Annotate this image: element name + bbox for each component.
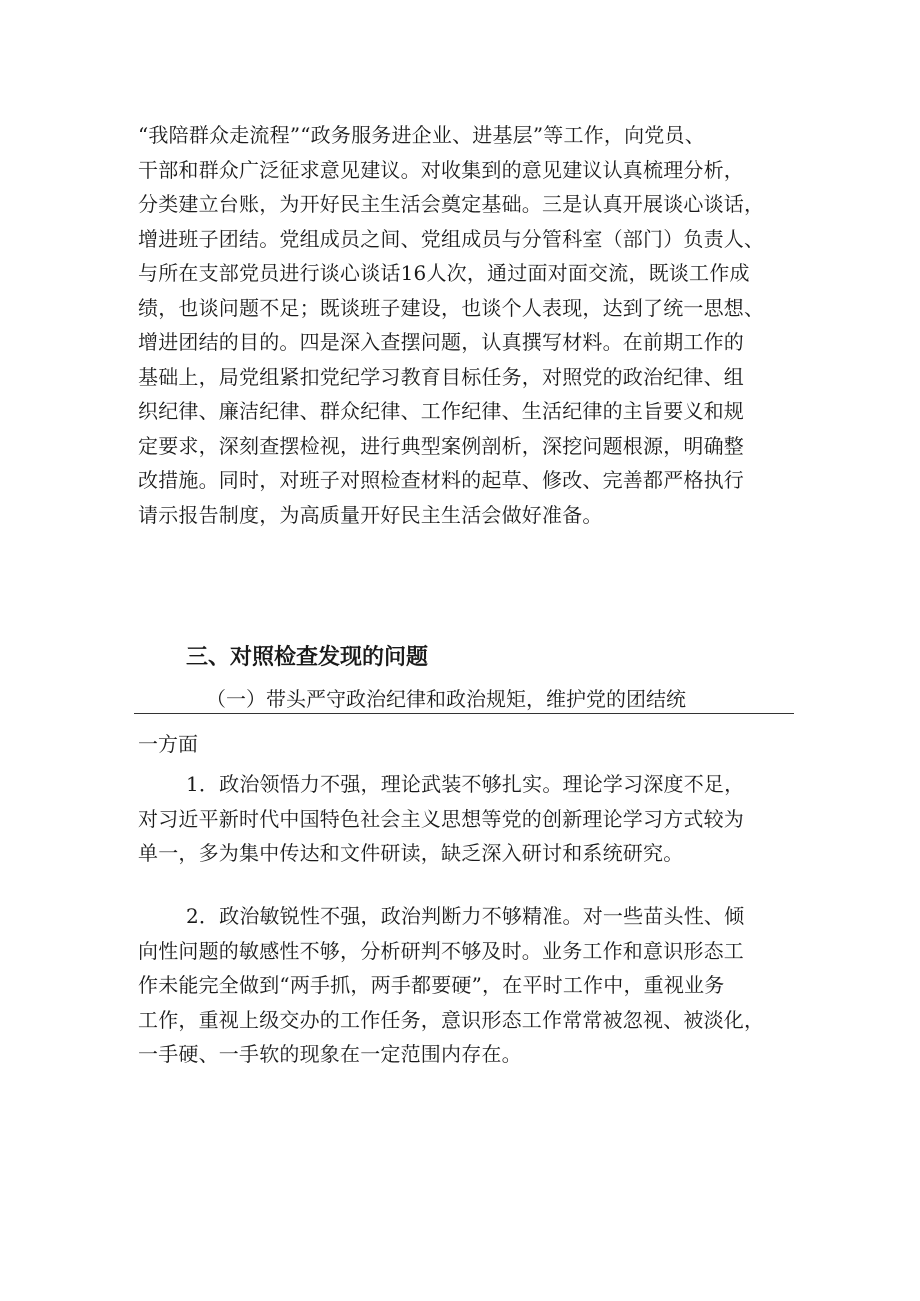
- paragraph-line: 定要求，深刻查摆检视，进行典型案例剖析，深挖问题根源，明确整: [138, 433, 744, 458]
- divider-line: [134, 713, 794, 714]
- paragraph-line: 工作，重视上级交办的工作任务，意识形态工作常常被忽视、被淡化，: [138, 1007, 765, 1032]
- paragraph-line: 增进班子团结。党组成员之间、党组成员与分管科室（部门）负责人、: [138, 226, 765, 251]
- paragraph-line: 向性问题的敏感性不够，分析研判不够及时。业务工作和意识形态工: [138, 938, 744, 963]
- paragraph-line: 基础上，局党组紧扣党纪学习教育目标任务，对照党的政治纪律、组: [138, 364, 744, 389]
- paragraph-line: 1．政治领悟力不强，理论武装不够扎实。理论学习深度不足，: [186, 772, 745, 796]
- paragraph-line: 增进团结的目的。四是深入查摆问题，认真撰写材料。在前期工作的: [138, 330, 744, 354]
- paragraph-line: 改措施。同时，对班子对照检查材料的起草、修改、完善都严格执行: [138, 468, 744, 492]
- paragraph-line: “我陪群众走流程”“政务服务进企业、进基层”等工作，向党员、: [138, 123, 705, 147]
- paragraph-item-1: [138, 767, 798, 871]
- paragraph-line: 单一，多为集中传达和文件研读，缺乏深入研讨和系统研究。: [138, 841, 684, 865]
- paragraph-line: 分类建立台账，为开好民主生活会奠定基础。三是认真开展谈心谈话，: [138, 192, 765, 216]
- subsection-heading-continuation: 一方面: [138, 732, 198, 756]
- paragraph-line: 对习近平新时代中国特色社会主义思想等党的创新理论学习方式较为: [138, 806, 744, 831]
- paragraph-line: 作未能完全做到“两手抓，两手都要硬”，在平时工作中，重视业务: [138, 973, 725, 997]
- paragraph-line: 一手硬、一手软的现象在一定范围内存在。: [138, 1042, 522, 1066]
- paragraph-line: 2．政治敏锐性不强，政治判断力不够精准。对一些苗头性、倾: [186, 904, 745, 928]
- paragraph-item-2: [138, 899, 798, 1072]
- paragraph-line: 与所在支部党员进行谈心谈话16人次，通过面对面交流，既谈工作成: [138, 261, 750, 285]
- paragraph-line: 绩，也谈问题不足；既谈班子建设，也谈个人表现，达到了统一思想、: [138, 295, 765, 320]
- paragraph-preparation-work: [138, 118, 798, 532]
- section-heading: 三、对照检查发现的问题: [186, 645, 429, 670]
- paragraph-line: 请示报告制度，为高质量开好民主生活会做好准备。: [138, 502, 603, 527]
- paragraph-line: 干部和群众广泛征求意见建议。对收集到的意见建议认真梳理分析，: [138, 157, 744, 182]
- subsection-heading: （一）带头严守政治纪律和政治规矩，维护党的团结统: [206, 687, 686, 711]
- paragraph-line: 织纪律、廉洁纪律、群众纪律、工作纪律、生活纪律的主旨要义和规: [138, 399, 744, 423]
